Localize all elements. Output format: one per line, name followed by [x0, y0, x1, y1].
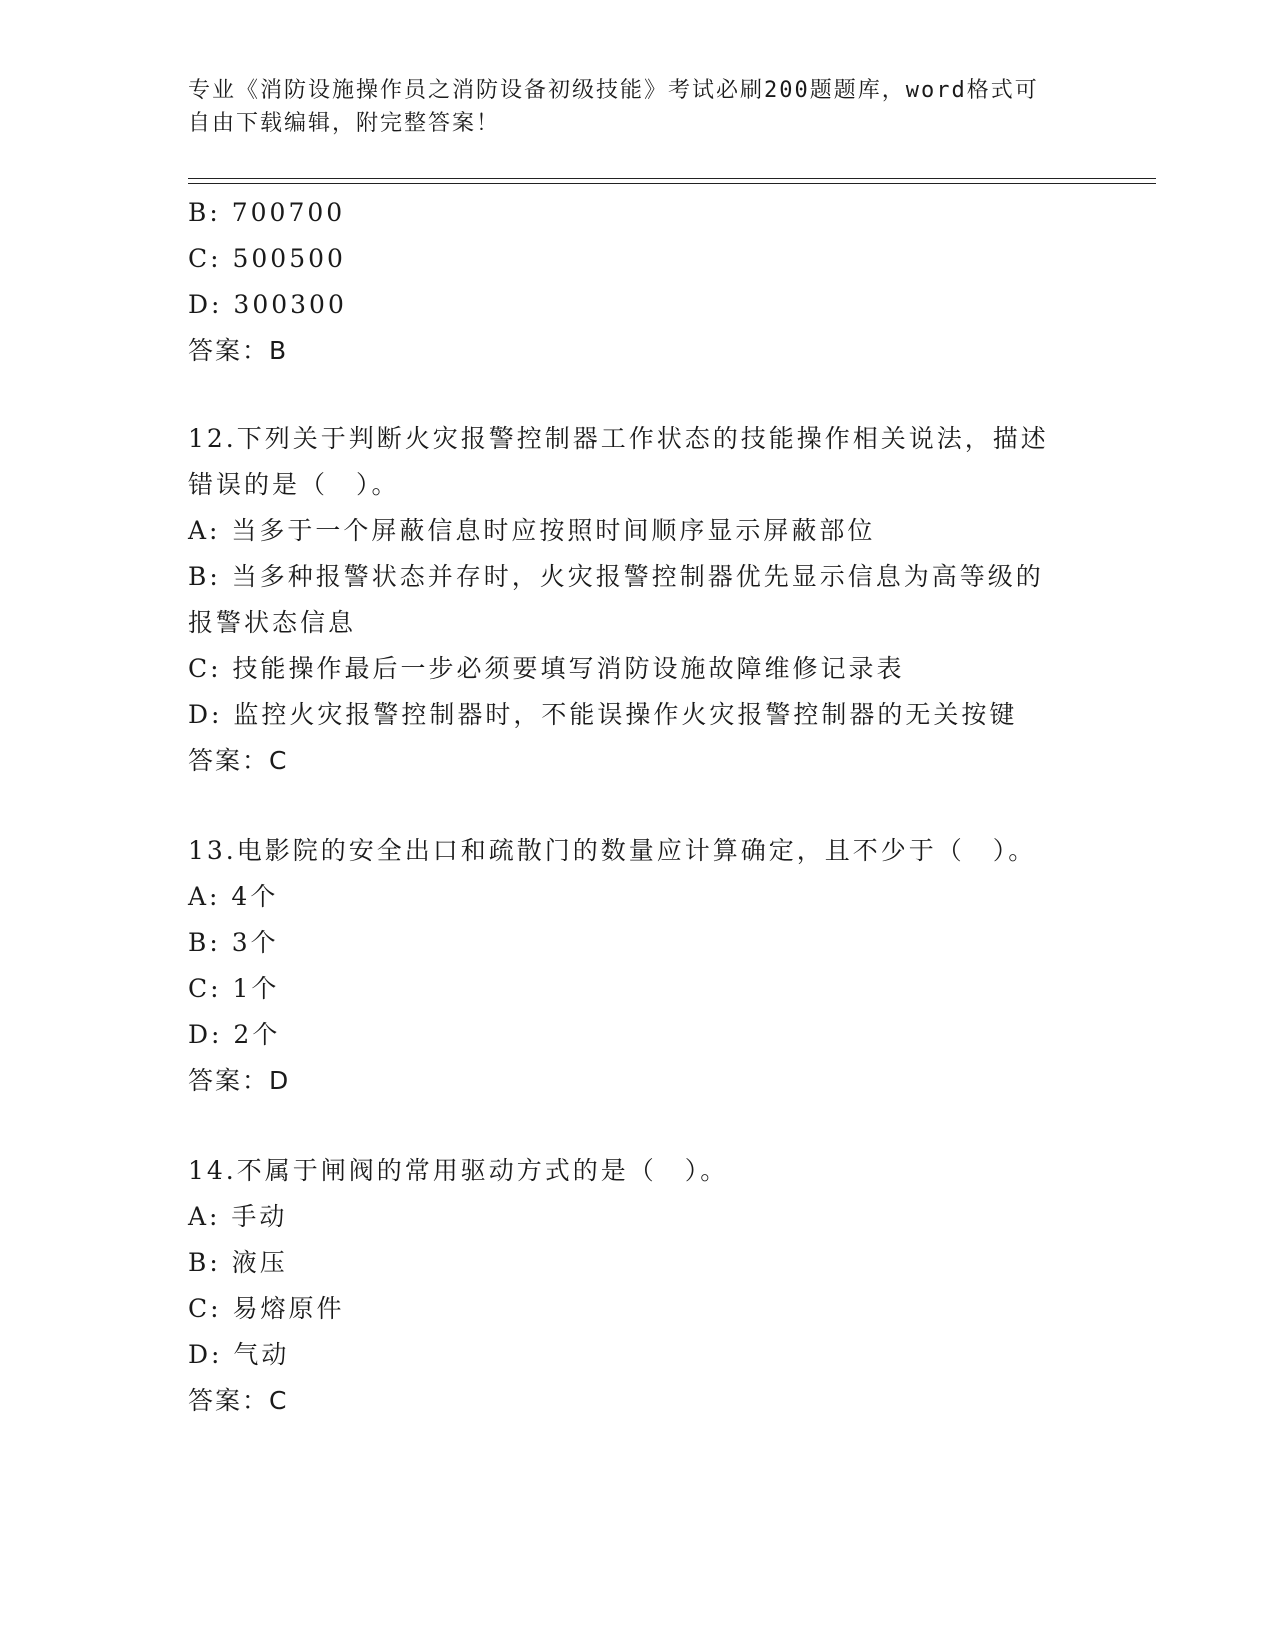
q14-option-b: B: 液压 [188, 1248, 288, 1277]
header-line-2: 自由下载编辑，附完整答案！ [188, 111, 501, 136]
q11-answer: 答案：B [188, 336, 289, 365]
q14-option-a: A: 手动 [188, 1202, 288, 1231]
question-14 [188, 1148, 1088, 1424]
question-12 [188, 416, 1088, 784]
q14-option-c: C: 易熔原件 [188, 1294, 345, 1323]
q13-option-d: D: 2个 [188, 1020, 281, 1049]
header-line-1: 专业《消防设施操作员之消防设备初级技能》考试必刷200题题库，word格式可 [188, 78, 1039, 103]
q12-stem-line-2: 错误的是（ ）。 [188, 470, 400, 499]
question-11 [188, 190, 1088, 374]
header-divider-bottom [188, 183, 1156, 184]
q12-option-b-line-1: B: 当多种报警状态并存时，火灾报警控制器优先显示信息为高等级的 [188, 562, 1044, 591]
question-13 [188, 828, 1088, 1104]
q13-option-b: B: 3个 [188, 928, 279, 957]
header-divider-top [188, 178, 1156, 179]
q13-stem: 13.电影院的安全出口和疏散门的数量应计算确定，且不少于（ ）。 [188, 836, 1037, 865]
q13-answer: 答案：D [188, 1066, 291, 1095]
q12-stem-line-1: 12.下列关于判断火灾报警控制器工作状态的技能操作相关说法，描述 [188, 424, 1049, 453]
q12-option-c: C: 技能操作最后一步必须要填写消防设施故障维修记录表 [188, 654, 905, 683]
document-header [188, 74, 1068, 140]
q14-stem: 14.不属于闸阀的常用驱动方式的是（ ）。 [188, 1156, 729, 1185]
q13-option-c: C: 1个 [188, 974, 280, 1003]
q11-option-b: B: 700700 [188, 198, 346, 227]
q14-option-d: D: 气动 [188, 1340, 290, 1369]
q12-option-b-line-2: 报警状态信息 [188, 608, 357, 637]
q13-option-a: A: 4个 [188, 882, 279, 911]
q12-answer: 答案：C [188, 746, 289, 775]
q11-option-c: C: 500500 [188, 244, 346, 273]
q12-option-d: D: 监控火灾报警控制器时，不能误操作火灾报警控制器的无关按键 [188, 700, 1018, 729]
q12-option-a: A: 当多于一个屏蔽信息时应按照时间顺序显示屏蔽部位 [188, 516, 876, 545]
q14-answer: 答案：C [188, 1386, 289, 1415]
question-list [188, 190, 1088, 1424]
q11-option-d: D: 300300 [188, 290, 347, 319]
